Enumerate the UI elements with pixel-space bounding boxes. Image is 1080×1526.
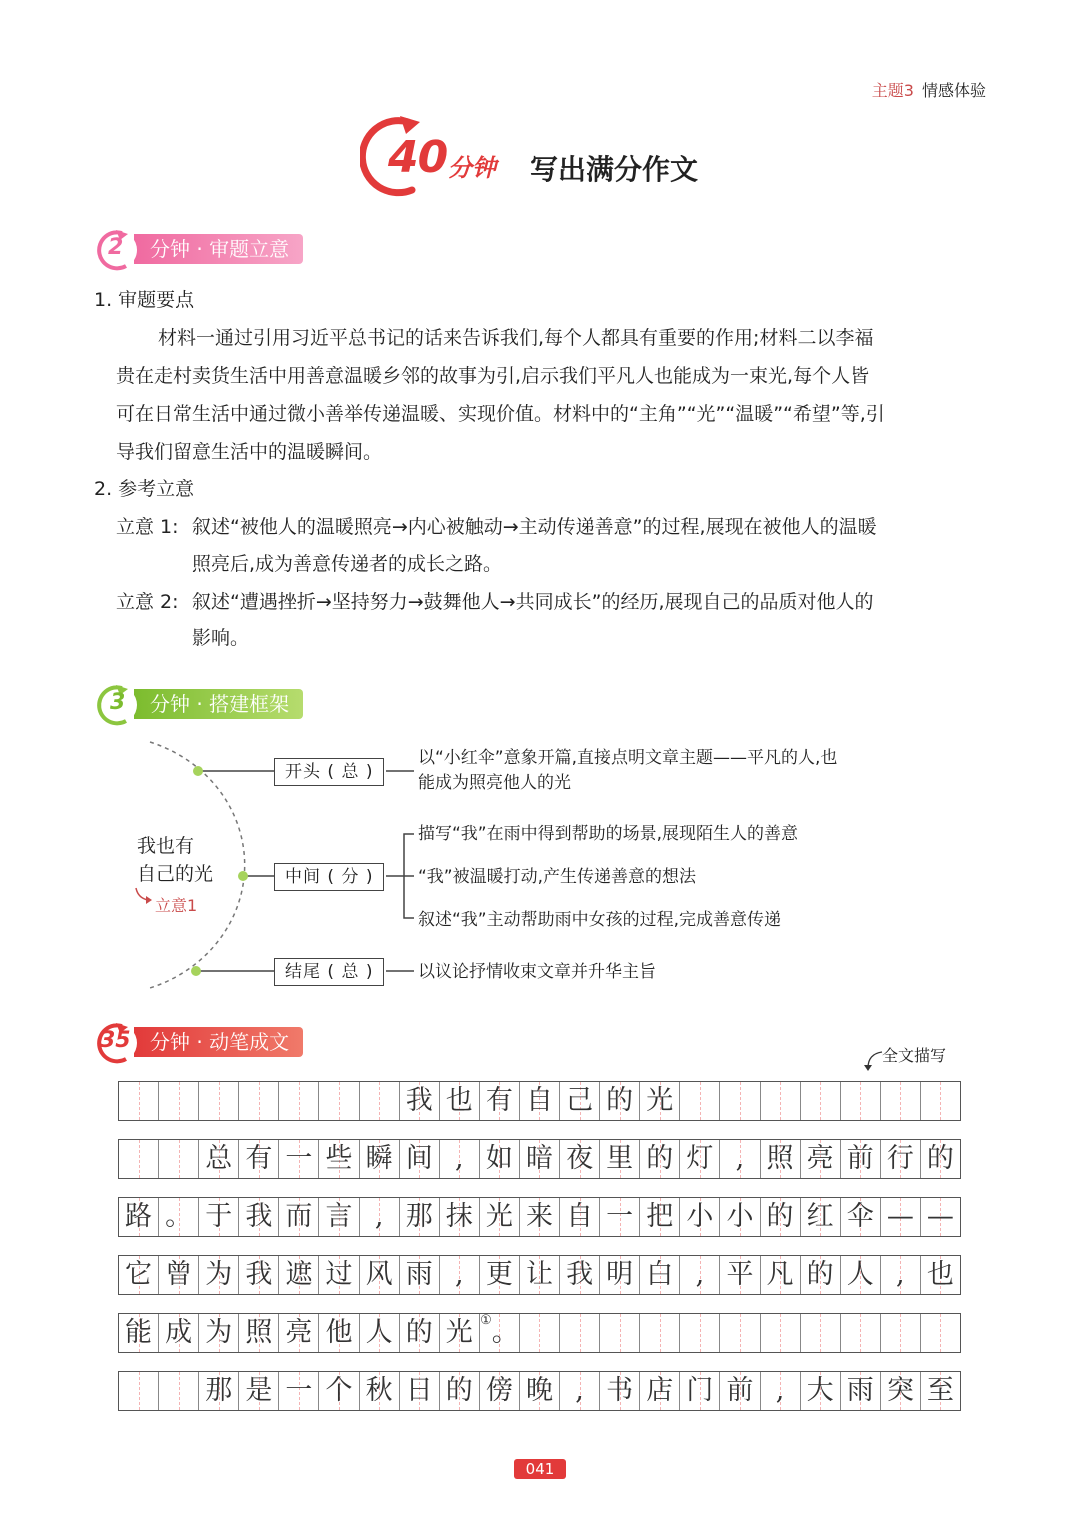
grid-cell: 行 bbox=[881, 1140, 921, 1178]
grid-cell: 灯 bbox=[680, 1140, 720, 1178]
grid-cell: 的 bbox=[761, 1198, 801, 1236]
grid-cell bbox=[159, 1140, 199, 1178]
section-3-label: 分钟 · 动笔成文 bbox=[150, 1030, 290, 1054]
grid-cell: 照 bbox=[239, 1314, 279, 1352]
grid-cell: 凡 bbox=[761, 1256, 801, 1294]
grid-cell: 总 bbox=[199, 1140, 239, 1178]
grid-cell: 风 bbox=[360, 1256, 400, 1294]
grid-cell: 那 bbox=[400, 1198, 440, 1236]
grid-cell bbox=[921, 1314, 960, 1352]
grid-cell: 突 bbox=[881, 1372, 921, 1410]
grid-cell: — bbox=[881, 1198, 921, 1236]
grid-cell bbox=[801, 1314, 841, 1352]
node-text-ending-1: 以议论抒情收束文章并升华主旨 bbox=[418, 962, 656, 982]
grid-cell: 日 bbox=[400, 1372, 440, 1410]
theme-label bbox=[872, 78, 986, 101]
para-line-4: 导我们留意生活中的温暖瞬间。 bbox=[116, 441, 383, 463]
theme-number: 主题3 bbox=[871, 81, 914, 100]
section-3-number: 35 bbox=[100, 1028, 131, 1053]
grid-cell: 亮 bbox=[801, 1140, 841, 1178]
node-text-opening-1: 以“小红伞”意象开篇,直接点明文章主题——平凡的人,也 bbox=[418, 748, 838, 768]
page-title bbox=[360, 114, 740, 198]
grid-cell bbox=[520, 1314, 560, 1352]
grid-cell: 的 bbox=[600, 1082, 640, 1120]
section-2-label: 分钟 · 搭建框架 bbox=[150, 692, 290, 716]
writing-note: 全文描写 bbox=[882, 1046, 947, 1065]
grid-row bbox=[118, 1255, 961, 1295]
grid-cell: 一 bbox=[279, 1372, 319, 1410]
title-main: 写出满分作文 bbox=[530, 153, 699, 186]
grid-cell bbox=[119, 1082, 159, 1120]
grid-cell: 他 bbox=[319, 1314, 359, 1352]
node-box-opening: 开头 ( 总 ) bbox=[274, 758, 384, 786]
grid-cell: , bbox=[560, 1372, 600, 1410]
grid-cell: 伞 bbox=[841, 1198, 881, 1236]
center-subtitle: 立意1 bbox=[155, 896, 198, 915]
grid-cell bbox=[921, 1082, 960, 1120]
grid-cell bbox=[720, 1314, 760, 1352]
grid-cell: 我 bbox=[239, 1256, 279, 1294]
grid-cell: 光 bbox=[640, 1082, 680, 1120]
grid-cell: 的 bbox=[640, 1140, 680, 1178]
grid-cell: 过 bbox=[319, 1256, 359, 1294]
grid-cell: 前 bbox=[841, 1140, 881, 1178]
grid-cell: 那 bbox=[199, 1372, 239, 1410]
idea-1-label: 立意 1: bbox=[116, 516, 179, 538]
node-box-ending: 结尾 ( 总 ) bbox=[274, 958, 384, 986]
grid-cell bbox=[761, 1314, 801, 1352]
grid-cell bbox=[881, 1314, 921, 1352]
grid-cell: 夜 bbox=[560, 1140, 600, 1178]
grid-cell bbox=[801, 1082, 841, 1120]
grid-cell: 自 bbox=[520, 1082, 560, 1120]
grid-cell: 也 bbox=[921, 1256, 960, 1294]
grid-cell bbox=[881, 1082, 921, 1120]
grid-row bbox=[118, 1313, 961, 1353]
grid-cell: 于 bbox=[199, 1198, 239, 1236]
grid-cell bbox=[761, 1082, 801, 1120]
grid-row bbox=[118, 1371, 961, 1411]
grid-cell: , bbox=[680, 1256, 720, 1294]
framework-center bbox=[137, 832, 213, 888]
grid-cell: 把 bbox=[640, 1198, 680, 1236]
grid-cell: 有 bbox=[239, 1140, 279, 1178]
grid-cell bbox=[279, 1082, 319, 1120]
grid-cell: 雨 bbox=[841, 1372, 881, 1410]
idea-2-label: 立意 2: bbox=[116, 591, 179, 613]
grid-cell: 己 bbox=[560, 1082, 600, 1120]
grid-cell: 为 bbox=[199, 1256, 239, 1294]
title-unit: 分钟 bbox=[448, 154, 496, 182]
grid-cell: 秋 bbox=[360, 1372, 400, 1410]
grid-cell: 。 bbox=[159, 1198, 199, 1236]
grid-cell bbox=[640, 1314, 680, 1352]
grid-cell bbox=[600, 1314, 640, 1352]
grid-cell: 来 bbox=[520, 1198, 560, 1236]
grid-cell: 言 bbox=[319, 1198, 359, 1236]
section-1-heading-1: 1. 审题要点 bbox=[94, 289, 195, 311]
grid-cell bbox=[560, 1314, 600, 1352]
grid-cell: 成 bbox=[159, 1314, 199, 1352]
grid-cell: 店 bbox=[640, 1372, 680, 1410]
idea-1-line-2: 照亮后,成为善意传递者的成长之路。 bbox=[192, 553, 503, 575]
idea-1-line-1: 叙述“被他人的温暖照亮→内心被触动→主动传递善意”的过程,展现在被他人的温暖 bbox=[192, 516, 877, 538]
grid-cell: 也 bbox=[440, 1082, 480, 1120]
grid-cell bbox=[680, 1082, 720, 1120]
section-1-number: 2 bbox=[108, 235, 124, 260]
node-text-middle-2: “我”被温暖打动,产生传递善意的想法 bbox=[418, 867, 697, 887]
grid-cell: 曾 bbox=[159, 1256, 199, 1294]
page-number: 041 bbox=[514, 1459, 566, 1479]
title-number: 40 bbox=[388, 132, 448, 183]
grid-cell: 能 bbox=[119, 1314, 159, 1352]
grid-cell: 书 bbox=[600, 1372, 640, 1410]
grid-cell: 白 bbox=[640, 1256, 680, 1294]
grid-cell bbox=[199, 1082, 239, 1120]
grid-row bbox=[118, 1139, 961, 1179]
idea-2-line-1: 叙述“遭遇挫折→坚持努力→鼓舞他人→共同成长”的经历,展现自己的品质对他人的 bbox=[192, 591, 874, 613]
grid-cell bbox=[159, 1372, 199, 1410]
grid-cell: 一 bbox=[600, 1198, 640, 1236]
grid-cell bbox=[319, 1082, 359, 1120]
section-badge-3 bbox=[96, 1021, 326, 1061]
grid-cell: 我 bbox=[239, 1198, 279, 1236]
grid-cell: 红 bbox=[801, 1198, 841, 1236]
grid-cell: 雨 bbox=[400, 1256, 440, 1294]
grid-cell: 的 bbox=[400, 1314, 440, 1352]
section-badge-2 bbox=[96, 683, 326, 723]
grid-cell: 的 bbox=[440, 1372, 480, 1410]
grid-cell: 遮 bbox=[279, 1256, 319, 1294]
grid-cell: 里 bbox=[600, 1140, 640, 1178]
grid-cell: , bbox=[360, 1198, 400, 1236]
grid-cell: 门 bbox=[680, 1372, 720, 1410]
grid-cell: , bbox=[720, 1140, 760, 1178]
para-line-2: 贵在走村卖货生活中用善意温暖乡邻的故事为引,启示我们平凡人也能成为一束光,每个人皆 bbox=[116, 365, 870, 387]
grid-cell: 前 bbox=[720, 1372, 760, 1410]
grid-cell: 人 bbox=[360, 1314, 400, 1352]
grid-cell: 至 bbox=[921, 1372, 960, 1410]
grid-cell bbox=[680, 1314, 720, 1352]
grid-cell: 让 bbox=[520, 1256, 560, 1294]
grid-cell: 小 bbox=[680, 1198, 720, 1236]
grid-cell: 暗 bbox=[520, 1140, 560, 1178]
grid-cell: 人 bbox=[841, 1256, 881, 1294]
grid-cell: 自 bbox=[560, 1198, 600, 1236]
section-2-number: 3 bbox=[110, 690, 126, 715]
grid-cell: 而 bbox=[279, 1198, 319, 1236]
grid-cell: , bbox=[761, 1372, 801, 1410]
grid-cell: 更 bbox=[480, 1256, 520, 1294]
node-text-middle-1: 描写“我”在雨中得到帮助的场景,展现陌生人的善意 bbox=[418, 824, 799, 844]
grid-cell: , bbox=[881, 1256, 921, 1294]
grid-cell: 它 bbox=[119, 1256, 159, 1294]
grid-cell: 傍 bbox=[480, 1372, 520, 1410]
node-box-middle: 中间 ( 分 ) bbox=[274, 863, 384, 891]
section-1-label: 分钟 · 审题立意 bbox=[150, 237, 290, 261]
grid-cell: 小 bbox=[720, 1198, 760, 1236]
grid-cell: 平 bbox=[720, 1256, 760, 1294]
idea-2-line-2: 影响。 bbox=[192, 627, 250, 649]
grid-cell: 光 bbox=[480, 1198, 520, 1236]
theme-name: 情感体验 bbox=[921, 81, 986, 100]
grid-cell: 瞬 bbox=[360, 1140, 400, 1178]
section-badge-1 bbox=[96, 228, 326, 268]
grid-cell: 亮 bbox=[279, 1314, 319, 1352]
grid-cell: 照 bbox=[761, 1140, 801, 1178]
node-text-middle-3: 叙述“我”主动帮助雨中女孩的过程,完成善意传递 bbox=[418, 910, 782, 930]
grid-cell: 大 bbox=[801, 1372, 841, 1410]
grid-cell: 有 bbox=[480, 1082, 520, 1120]
grid-cell: 我 bbox=[400, 1082, 440, 1120]
grid-cell: 的 bbox=[921, 1140, 960, 1178]
grid-cell: , bbox=[440, 1140, 480, 1178]
grid-cell: 晚 bbox=[520, 1372, 560, 1410]
grid-cell: , bbox=[440, 1256, 480, 1294]
grid-cell: 个 bbox=[319, 1372, 359, 1410]
grid-cell: 一 bbox=[279, 1140, 319, 1178]
center-line-1: 我也有 bbox=[137, 835, 195, 857]
footnote-mark: ① bbox=[480, 1313, 492, 1328]
grid-cell: 的 bbox=[801, 1256, 841, 1294]
grid-cell bbox=[841, 1314, 881, 1352]
framework-connectors bbox=[0, 730, 460, 1000]
grid-cell: 是 bbox=[239, 1372, 279, 1410]
grid-cell: 间 bbox=[400, 1140, 440, 1178]
grid-cell: 些 bbox=[319, 1140, 359, 1178]
grid-cell: — bbox=[921, 1198, 960, 1236]
grid-cell: ①。 bbox=[480, 1314, 520, 1352]
grid-cell bbox=[360, 1082, 400, 1120]
grid-cell bbox=[239, 1082, 279, 1120]
grid-cell: 如 bbox=[480, 1140, 520, 1178]
para-line-3: 可在日常生活中通过微小善举传递温暖、实现价值。材料中的“主角”“光”“温暖”“希望”等,引 bbox=[116, 403, 885, 425]
grid-cell bbox=[720, 1082, 760, 1120]
node-text-opening-2: 能成为照亮他人的光 bbox=[418, 773, 571, 793]
note-arrow-icon bbox=[862, 1048, 884, 1072]
grid-cell: 抹 bbox=[440, 1198, 480, 1236]
grid-cell: 明 bbox=[600, 1256, 640, 1294]
center-line-2: 自己的光 bbox=[137, 863, 214, 885]
grid-cell bbox=[119, 1372, 159, 1410]
grid-cell bbox=[119, 1140, 159, 1178]
grid-cell: 光 bbox=[440, 1314, 480, 1352]
grid-cell bbox=[159, 1082, 199, 1120]
grid-cell: 路 bbox=[119, 1198, 159, 1236]
grid-row bbox=[118, 1081, 961, 1121]
grid-cell: 我 bbox=[560, 1256, 600, 1294]
grid-row bbox=[118, 1197, 961, 1237]
section-1-heading-2: 2. 参考立意 bbox=[94, 478, 195, 500]
para-line-1: 材料一通过引用习近平总书记的话来告诉我们,每个人都具有重要的作用;材料二以李福 bbox=[158, 327, 874, 349]
grid-cell: 为 bbox=[199, 1314, 239, 1352]
grid-cell bbox=[841, 1082, 881, 1120]
